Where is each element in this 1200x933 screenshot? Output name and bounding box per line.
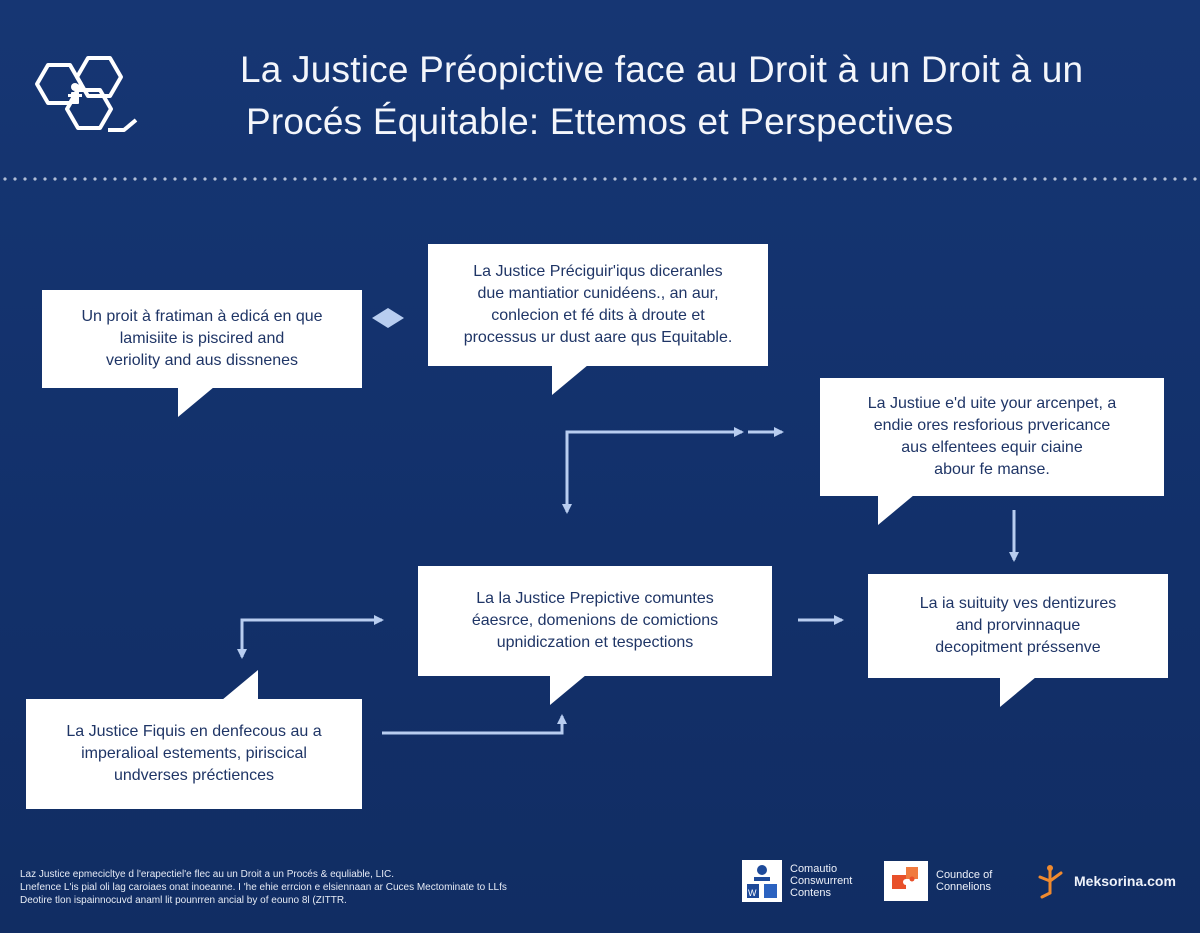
callout-box-4 (418, 566, 772, 676)
page-title (240, 44, 1180, 148)
hexagon-logo-icon (28, 50, 148, 145)
title-line-2: Procés Équitable: Ettemos et Perspectives (246, 101, 954, 142)
footer-credits: Laz Justice epmecicltye d l'erapectiel'e flec au un Droit a un Procés & equliable, LIC. Lnefence L'is pial oli lag caroiaes onat inoeanne. I 'he ehie errcion e elsiennaan ar Cuces Mectominate to LLfs Deotire tlon ispainnocuvd anaml lit pounrren ancial by of eouno 8l (ZITTR. (20, 869, 507, 906)
callout-box-1-tail (178, 387, 214, 417)
callout-box-3 (820, 378, 1164, 496)
callout-box-6-text: La Justice Fiquis en denfecous au a imperalioal estements, piriscical undverses préctiences (66, 723, 322, 784)
dotted-divider (0, 176, 1200, 182)
callout-box-6 (26, 699, 362, 809)
callout-box-1 (42, 290, 362, 388)
callout-box-5-text: La ia suituity ves dentizures and prorvinnaque decopitment préssenve (919, 595, 1117, 656)
partner-logo-1[interactable]: W Comautio Conswurrent Contens (742, 858, 852, 904)
arrow-b6-up-to-b4 (382, 716, 562, 733)
callout-box-4-text: La la Justice Prepictive comuntes éaesrce, domenions de comictions upnidiczation et tespections (471, 590, 719, 651)
puzzle-icon (884, 861, 928, 901)
callout-box-4-tail (550, 675, 586, 705)
document-figure-icon (742, 860, 782, 902)
callout-box-5 (868, 574, 1168, 678)
callout-box-1-text: Un proit à fratiman à edicá en que lamisiite is piscired and veriolity and aus dissnenes (81, 308, 323, 369)
title-line-1: La Justice Préopictive face au Droit à un Droit à un (240, 49, 1084, 90)
callout-box-2-text: La Justice Préciguir'iqus diceranles due mantiatior cunidéens., an aur, conlecion et fé dits à droute et processus ur dust aare qus Equitable. (463, 263, 733, 346)
figure-icon (1034, 863, 1066, 899)
arrow-b6-to-b4 (242, 620, 382, 655)
partner-logo-3[interactable]: Meksorina.com (1034, 858, 1176, 904)
callout-box-2 (428, 244, 768, 366)
svg-text:W: W (748, 888, 757, 898)
callout-box-6-tail (222, 670, 258, 700)
callout-box-3-tail (878, 495, 914, 525)
diamond-connector-icon (372, 308, 404, 328)
callout-box-2-tail (552, 365, 588, 395)
partner-logo-2[interactable]: Coundce of Connelions (884, 858, 992, 904)
arrow-b2-to-b3 (567, 432, 742, 510)
callout-box-5-tail (1000, 677, 1036, 707)
callout-box-3-text: La Justiue e'd uite your arcenpet, a endie ores resforious prvericance aus elfentees equir ciaine abour fe manse. (867, 395, 1117, 478)
